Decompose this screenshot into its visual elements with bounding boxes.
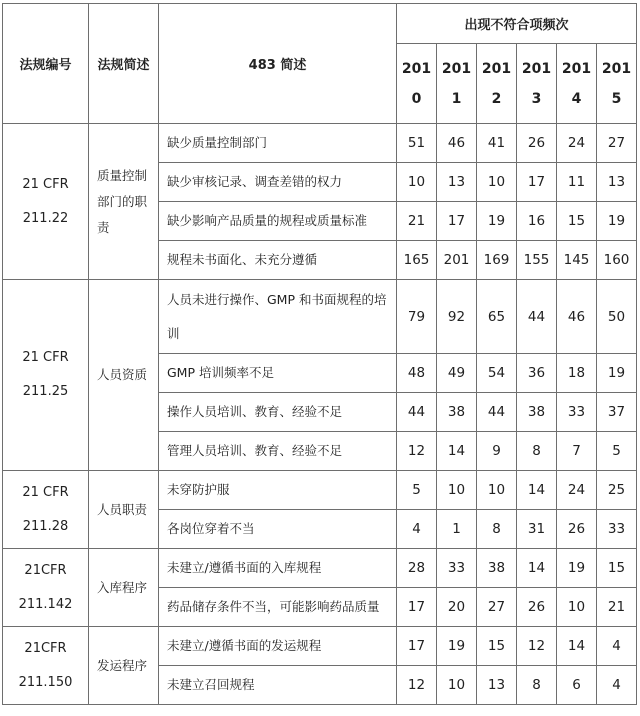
- count-cell: 201: [437, 241, 477, 280]
- count-cell: 36: [517, 354, 557, 393]
- finding-description: 药品储存条件不当，可能影响药品质量: [159, 588, 397, 627]
- header-desc: 483 简述: [159, 4, 397, 124]
- header-year: 201 0: [397, 44, 437, 124]
- count-cell: 10: [437, 666, 477, 705]
- finding-description: 未建立/遵循书面的入库规程: [159, 549, 397, 588]
- count-cell: 10: [557, 588, 597, 627]
- count-cell: 46: [437, 124, 477, 163]
- count-cell: 33: [557, 393, 597, 432]
- table-row: [3, 627, 637, 666]
- count-cell: 26: [517, 588, 557, 627]
- count-cell: 38: [477, 549, 517, 588]
- count-cell: 165: [397, 241, 437, 280]
- count-cell: 155: [517, 241, 557, 280]
- table-row: [3, 124, 637, 163]
- count-cell: 92: [437, 280, 477, 354]
- header-year: 201 4: [557, 44, 597, 124]
- count-cell: 19: [597, 202, 637, 241]
- count-cell: 13: [597, 163, 637, 202]
- count-cell: 4: [597, 666, 637, 705]
- count-cell: 41: [477, 124, 517, 163]
- header-year: 201 3: [517, 44, 557, 124]
- header-frequency: 出现不符合项频次: [397, 4, 637, 44]
- count-cell: 5: [397, 471, 437, 510]
- regulation-code: 21CFR 211.142: [3, 549, 89, 627]
- count-cell: 8: [477, 510, 517, 549]
- count-cell: 8: [517, 432, 557, 471]
- header-code: 法规编号: [3, 4, 89, 124]
- count-cell: 1: [437, 510, 477, 549]
- count-cell: 31: [517, 510, 557, 549]
- finding-description: 规程未书面化、未充分遵循: [159, 241, 397, 280]
- count-cell: 46: [557, 280, 597, 354]
- regulation-code: 21 CFR 211.28: [3, 471, 89, 549]
- count-cell: 27: [477, 588, 517, 627]
- count-cell: 65: [477, 280, 517, 354]
- count-cell: 24: [557, 471, 597, 510]
- count-cell: 160: [597, 241, 637, 280]
- count-cell: 12: [397, 432, 437, 471]
- count-cell: 33: [597, 510, 637, 549]
- count-cell: 6: [557, 666, 597, 705]
- count-cell: 49: [437, 354, 477, 393]
- count-cell: 28: [397, 549, 437, 588]
- regulation-name: 人员资质: [89, 280, 159, 471]
- count-cell: 19: [597, 354, 637, 393]
- count-cell: 50: [597, 280, 637, 354]
- count-cell: 12: [517, 627, 557, 666]
- count-cell: 10: [477, 471, 517, 510]
- header-year: 201 5: [597, 44, 637, 124]
- count-cell: 12: [397, 666, 437, 705]
- count-cell: 17: [397, 627, 437, 666]
- count-cell: 51: [397, 124, 437, 163]
- count-cell: 14: [557, 627, 597, 666]
- count-cell: 79: [397, 280, 437, 354]
- count-cell: 44: [397, 393, 437, 432]
- finding-description: 缺少质量控制部门: [159, 124, 397, 163]
- count-cell: 26: [557, 510, 597, 549]
- count-cell: 10: [477, 163, 517, 202]
- count-cell: 18: [557, 354, 597, 393]
- finding-description: 未建立/遵循书面的发运规程: [159, 627, 397, 666]
- count-cell: 54: [477, 354, 517, 393]
- count-cell: 15: [557, 202, 597, 241]
- count-cell: 16: [517, 202, 557, 241]
- regulation-code: 21 CFR 211.25: [3, 280, 89, 471]
- count-cell: 4: [597, 627, 637, 666]
- count-cell: 21: [597, 588, 637, 627]
- header-year: 201 2: [477, 44, 517, 124]
- count-cell: 14: [517, 549, 557, 588]
- count-cell: 17: [517, 163, 557, 202]
- count-cell: 145: [557, 241, 597, 280]
- count-cell: 27: [597, 124, 637, 163]
- count-cell: 25: [597, 471, 637, 510]
- count-cell: 169: [477, 241, 517, 280]
- count-cell: 4: [397, 510, 437, 549]
- regulation-name: 人员职责: [89, 471, 159, 549]
- regulation-name: 入库程序: [89, 549, 159, 627]
- count-cell: 15: [597, 549, 637, 588]
- count-cell: 38: [437, 393, 477, 432]
- count-cell: 20: [437, 588, 477, 627]
- count-cell: 13: [437, 163, 477, 202]
- count-cell: 10: [397, 163, 437, 202]
- finding-description: 人员未进行操作、GMP 和书面规程的培训: [159, 280, 397, 354]
- table-row: [3, 280, 637, 354]
- count-cell: 33: [437, 549, 477, 588]
- finding-description: 缺少审核记录、调查差错的权力: [159, 163, 397, 202]
- count-cell: 13: [477, 666, 517, 705]
- table-row: [3, 549, 637, 588]
- count-cell: 8: [517, 666, 557, 705]
- count-cell: 19: [557, 549, 597, 588]
- regulation-code: 21CFR 211.150: [3, 627, 89, 705]
- count-cell: 38: [517, 393, 557, 432]
- count-cell: 26: [517, 124, 557, 163]
- finding-description: 操作人员培训、教育、经验不足: [159, 393, 397, 432]
- count-cell: 21: [397, 202, 437, 241]
- regulation-name: 发运程序: [89, 627, 159, 705]
- regulation-table: [2, 3, 637, 705]
- count-cell: 24: [557, 124, 597, 163]
- finding-description: 各岗位穿着不当: [159, 510, 397, 549]
- header-name: 法规简述: [89, 4, 159, 124]
- count-cell: 11: [557, 163, 597, 202]
- count-cell: 15: [477, 627, 517, 666]
- table-row: [3, 471, 637, 510]
- count-cell: 10: [437, 471, 477, 510]
- finding-description: 管理人员培训、教育、经验不足: [159, 432, 397, 471]
- count-cell: 37: [597, 393, 637, 432]
- count-cell: 19: [477, 202, 517, 241]
- count-cell: 17: [397, 588, 437, 627]
- count-cell: 44: [517, 280, 557, 354]
- finding-description: 未建立召回规程: [159, 666, 397, 705]
- count-cell: 48: [397, 354, 437, 393]
- count-cell: 7: [557, 432, 597, 471]
- regulation-name: 质量控制 部门的职 责: [89, 124, 159, 280]
- count-cell: 44: [477, 393, 517, 432]
- finding-description: GMP 培训频率不足: [159, 354, 397, 393]
- count-cell: 14: [437, 432, 477, 471]
- count-cell: 14: [517, 471, 557, 510]
- count-cell: 19: [437, 627, 477, 666]
- count-cell: 17: [437, 202, 477, 241]
- finding-description: 未穿防护服: [159, 471, 397, 510]
- regulation-code: 21 CFR 211.22: [3, 124, 89, 280]
- header-year: 201 1: [437, 44, 477, 124]
- count-cell: 9: [477, 432, 517, 471]
- count-cell: 5: [597, 432, 637, 471]
- finding-description: 缺少影响产品质量的规程或质量标准: [159, 202, 397, 241]
